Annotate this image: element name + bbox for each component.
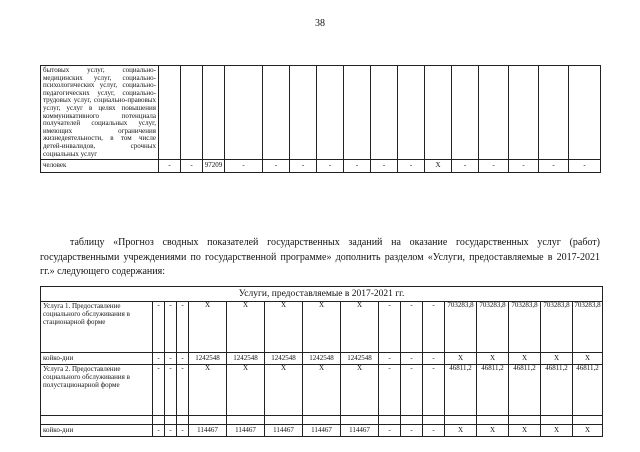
unit-cell: 114467: [227, 425, 265, 437]
unit-cell: X: [509, 425, 541, 437]
value-cell: 703283,8: [573, 302, 603, 353]
value-cell: 703283,8: [509, 302, 541, 353]
unit-label: человек: [41, 160, 159, 173]
value-cell: -: [401, 365, 423, 416]
value-cell: -: [165, 302, 177, 353]
value-cell: X: [303, 365, 341, 416]
unit-cell: -: [177, 353, 189, 365]
unit-cell: X: [509, 353, 541, 365]
value-cell: X: [303, 302, 341, 353]
value-cell: 46811,2: [509, 365, 541, 416]
unit-cell: X: [477, 353, 509, 365]
service-description: бытовых услуг, социально-медицинских услуг, социально-психологических услуг, социально-педагогических услуг, социально-трудовых услуг, социально-правовых услуг, услуг в целях повышения коммуникативного потенциала получателей социальных услуг, имеющих ограничения жизнедеятельности, в том числе детей-инвалидов, срочных социальных услуг: [41, 66, 159, 160]
unit-cell: -: [569, 160, 601, 173]
value-cell: -: [177, 302, 189, 353]
unit-label: койко-дни: [41, 425, 153, 437]
unit-cell: -: [423, 425, 445, 437]
value-cell: X: [341, 302, 379, 353]
unit-cell: -: [423, 353, 445, 365]
value-cell: -: [423, 365, 445, 416]
service-row: [41, 302, 603, 353]
unit-cell: -: [225, 160, 263, 173]
unit-cell: -: [317, 160, 344, 173]
value-cell: X: [189, 302, 227, 353]
unit-cell: -: [165, 353, 177, 365]
unit-cell: -: [479, 160, 509, 173]
unit-cell: 114467: [303, 425, 341, 437]
unit-cell: X: [445, 425, 477, 437]
section-title-row: [41, 287, 603, 302]
value-cell: X: [265, 365, 303, 416]
unit-row: [41, 425, 603, 437]
value-cell: -: [165, 365, 177, 416]
value-cell: -: [153, 365, 165, 416]
value-cell: X: [341, 365, 379, 416]
unit-cell: 1242548: [341, 353, 379, 365]
value-cell: 703283,8: [541, 302, 573, 353]
value-cell: -: [423, 302, 445, 353]
unit-cell: -: [401, 353, 423, 365]
unit-cell: 97209: [203, 160, 225, 173]
unit-label: койко-дни: [41, 353, 153, 365]
value-cell: 703283,8: [477, 302, 509, 353]
unit-cell: X: [477, 425, 509, 437]
value-cell: -: [379, 365, 401, 416]
service-label: Услуга 1. Предоставление социального обслуживания в стационарной форме: [41, 302, 153, 353]
unit-cell: -: [379, 425, 401, 437]
value-cell: -: [153, 302, 165, 353]
unit-cell: -: [153, 353, 165, 365]
unit-cell: 1242548: [265, 353, 303, 365]
continuation-row: [41, 66, 601, 160]
value-cell: X: [265, 302, 303, 353]
unit-cell: -: [165, 425, 177, 437]
unit-row: [41, 353, 603, 365]
unit-cell: -: [398, 160, 425, 173]
unit-cell: -: [181, 160, 203, 173]
blank-row: [41, 416, 603, 425]
unit-cell: 114467: [265, 425, 303, 437]
value-cell: -: [177, 365, 189, 416]
value-cell: -: [401, 302, 423, 353]
body-paragraph: таблицу «Прогноз сводных показателей государственных заданий на оказание государственных услуг (работ) государственными учреждениями по государственной программе» дополнить разделом «Услуги, предоставляемые в 2017-2021 гг.» следующего содержания:: [40, 237, 600, 277]
unit-cell: -: [452, 160, 479, 173]
service-label: Услуга 2. Предоставление социального обслуживания в полустационарной форме: [41, 365, 153, 416]
unit-cell: X: [541, 425, 573, 437]
unit-cell: -: [379, 353, 401, 365]
unit-cell: X: [573, 425, 603, 437]
service-row: [41, 365, 603, 416]
unit-cell: 1242548: [303, 353, 341, 365]
value-cell: -: [379, 302, 401, 353]
value-cell: 46811,2: [541, 365, 573, 416]
unit-cell: X: [541, 353, 573, 365]
value-cell: X: [227, 302, 265, 353]
value-cell: 703283,8: [445, 302, 477, 353]
value-cell: 46811,2: [573, 365, 603, 416]
unit-cell: -: [153, 425, 165, 437]
unit-cell: X: [573, 353, 603, 365]
unit-cell: 1242548: [189, 353, 227, 365]
unit-row: [41, 160, 601, 173]
unit-cell: -: [290, 160, 317, 173]
unit-cell: -: [177, 425, 189, 437]
section-title: Услуги, предоставляемые в 2017-2021 гг.: [41, 287, 603, 302]
continuation-table: [40, 65, 601, 173]
unit-cell: X: [425, 160, 452, 173]
unit-cell: 1242548: [227, 353, 265, 365]
value-cell: X: [189, 365, 227, 416]
value-cell: 46811,2: [477, 365, 509, 416]
unit-cell: -: [509, 160, 539, 173]
unit-cell: -: [539, 160, 569, 173]
page-number: 38: [315, 18, 325, 29]
unit-cell: 114467: [341, 425, 379, 437]
unit-cell: -: [371, 160, 398, 173]
unit-cell: -: [263, 160, 290, 173]
unit-cell: 114467: [189, 425, 227, 437]
unit-cell: X: [445, 353, 477, 365]
services-table: [40, 286, 603, 437]
value-cell: X: [227, 365, 265, 416]
unit-cell: -: [401, 425, 423, 437]
unit-cell: -: [159, 160, 181, 173]
unit-cell: -: [344, 160, 371, 173]
value-cell: 46811,2: [445, 365, 477, 416]
